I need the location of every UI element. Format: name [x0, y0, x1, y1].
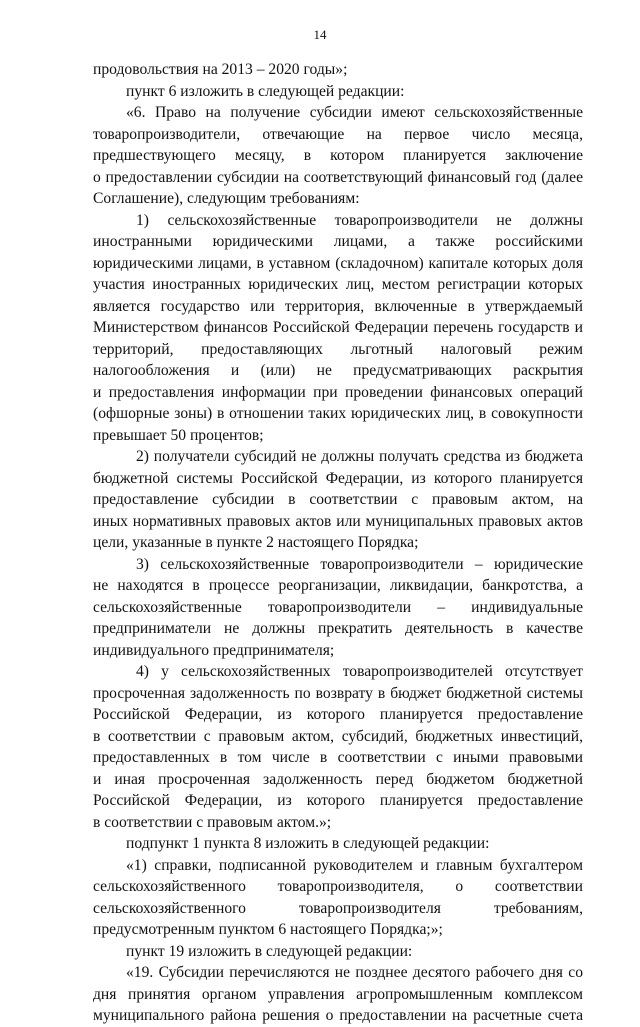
text-line: сельскохозяйственного товаропроизводителя требованиям,	[93, 899, 583, 917]
text-line: является государство или территория, включенные в утверждаемый	[93, 297, 583, 315]
text-line: «1) справки, подписанной руководителем и главным бухгалтером	[126, 856, 583, 874]
text-line: просроченная задолженность по возврату в бюджет бюджетной системы	[93, 684, 583, 702]
text-line: участия иностранных юридических лиц, местом регистрации которых	[93, 276, 583, 293]
text-line: и предоставления информации при проведении финансовых операций	[93, 383, 583, 401]
text-line: о предоставлении субсидии на соответствующий финансовый год (далее	[93, 168, 583, 186]
text-line: продовольствия на 2013 – 2020 годы»;	[93, 61, 348, 78]
text-line: индивидуального предпринимателя;	[93, 641, 335, 659]
text-line: 2) получатели субсидий не должны получать средства из бюджета	[136, 448, 583, 465]
document-body	[93, 59, 583, 1027]
text-line: Российской Федерации, из которого планируется предоставление	[93, 792, 583, 809]
text-line: 3) сельскохозяйственные товаропроизводители – юридические	[136, 555, 583, 573]
page-number: 14	[313, 27, 327, 42]
text-line: юридическими лицами, в уставном (складочном) капитале которых доля	[93, 254, 583, 272]
text-line: Российской Федерации, из которого планируется предоставление	[93, 706, 583, 723]
text-line: иностранными юридическими лицами, а также российскими	[93, 233, 583, 250]
text-line: муниципального района решения о предоставлении на расчетные счета	[93, 1007, 583, 1024]
text-line: превышает 50 процентов;	[93, 426, 264, 444]
text-line: в соответствии с правовым актом.»;	[93, 813, 332, 831]
text-line: (офшорные зоны) в отношении таких юридических лиц, в совокупности	[93, 405, 583, 422]
text-line: предоставленных в том числе в соответствии с иными правовыми	[93, 749, 583, 766]
text-line: предшествующего месяцу, в котором планируется заключение	[93, 147, 583, 164]
text-line: цели, указанные в пункте 2 настоящего Порядка;	[93, 534, 419, 551]
text-line: «19. Субсидии перечисляются не позднее десятого рабочего дня со	[126, 964, 583, 981]
text-line: предоставление субсидии в соответствии с правовым актом, на	[93, 491, 583, 508]
text-line: иных нормативных правовых актов или муниципальных правовых актов	[93, 512, 583, 530]
text-line: сельскохозяйственные товаропроизводители – индивидуальные	[93, 598, 583, 616]
text-line: дня принятия органом управления агропромышленным комплексом	[93, 985, 583, 1003]
text-line: 4) у сельскохозяйственных товаропроизводителей отсутствует	[136, 663, 583, 680]
text-line: подпункт 1 пункта 8 изложить в следующей редакции:	[126, 835, 490, 852]
text-line: пункт 19 изложить в следующей редакции:	[126, 942, 413, 960]
text-line: в соответствии с правовым актом, субсидий, бюджетных инвестиций,	[93, 727, 583, 745]
text-line: территорий, предоставляющих льготный налоговый режим	[93, 340, 583, 358]
text-line: 1) сельскохозяйственные товаропроизводители не должны	[136, 211, 583, 229]
text-line: «6. Право на получение субсидии имеют сельскохозяйственные	[126, 104, 583, 121]
text-line: пункт 6 изложить в следующей редакции:	[126, 82, 405, 100]
text-line: бюджетной системы Российской Федерации, из которого планируется	[93, 469, 583, 487]
text-line: налогообложения и (или) не предусматривающих раскрытия	[93, 362, 583, 379]
text-line: предприниматели не должны прекратить деятельность в качестве	[93, 620, 583, 637]
text-line: Министерством финансов Российской Федерации перечень государств и	[93, 319, 583, 336]
text-line: и иная просроченная задолженность перед бюджетом бюджетной	[93, 770, 583, 788]
text-line: не находятся в процессе реорганизации, ликвидации, банкротства, а	[93, 577, 583, 594]
text-line: товаропроизводители, отвечающие на первое число месяца,	[93, 125, 583, 143]
text-line: сельскохозяйственного товаропроизводителя, о соответствии	[93, 878, 583, 895]
text-line: Соглашение), следующим требованиям:	[93, 190, 360, 207]
text-line: предусмотренным пунктом 6 настоящего Порядка;»;	[93, 921, 443, 938]
